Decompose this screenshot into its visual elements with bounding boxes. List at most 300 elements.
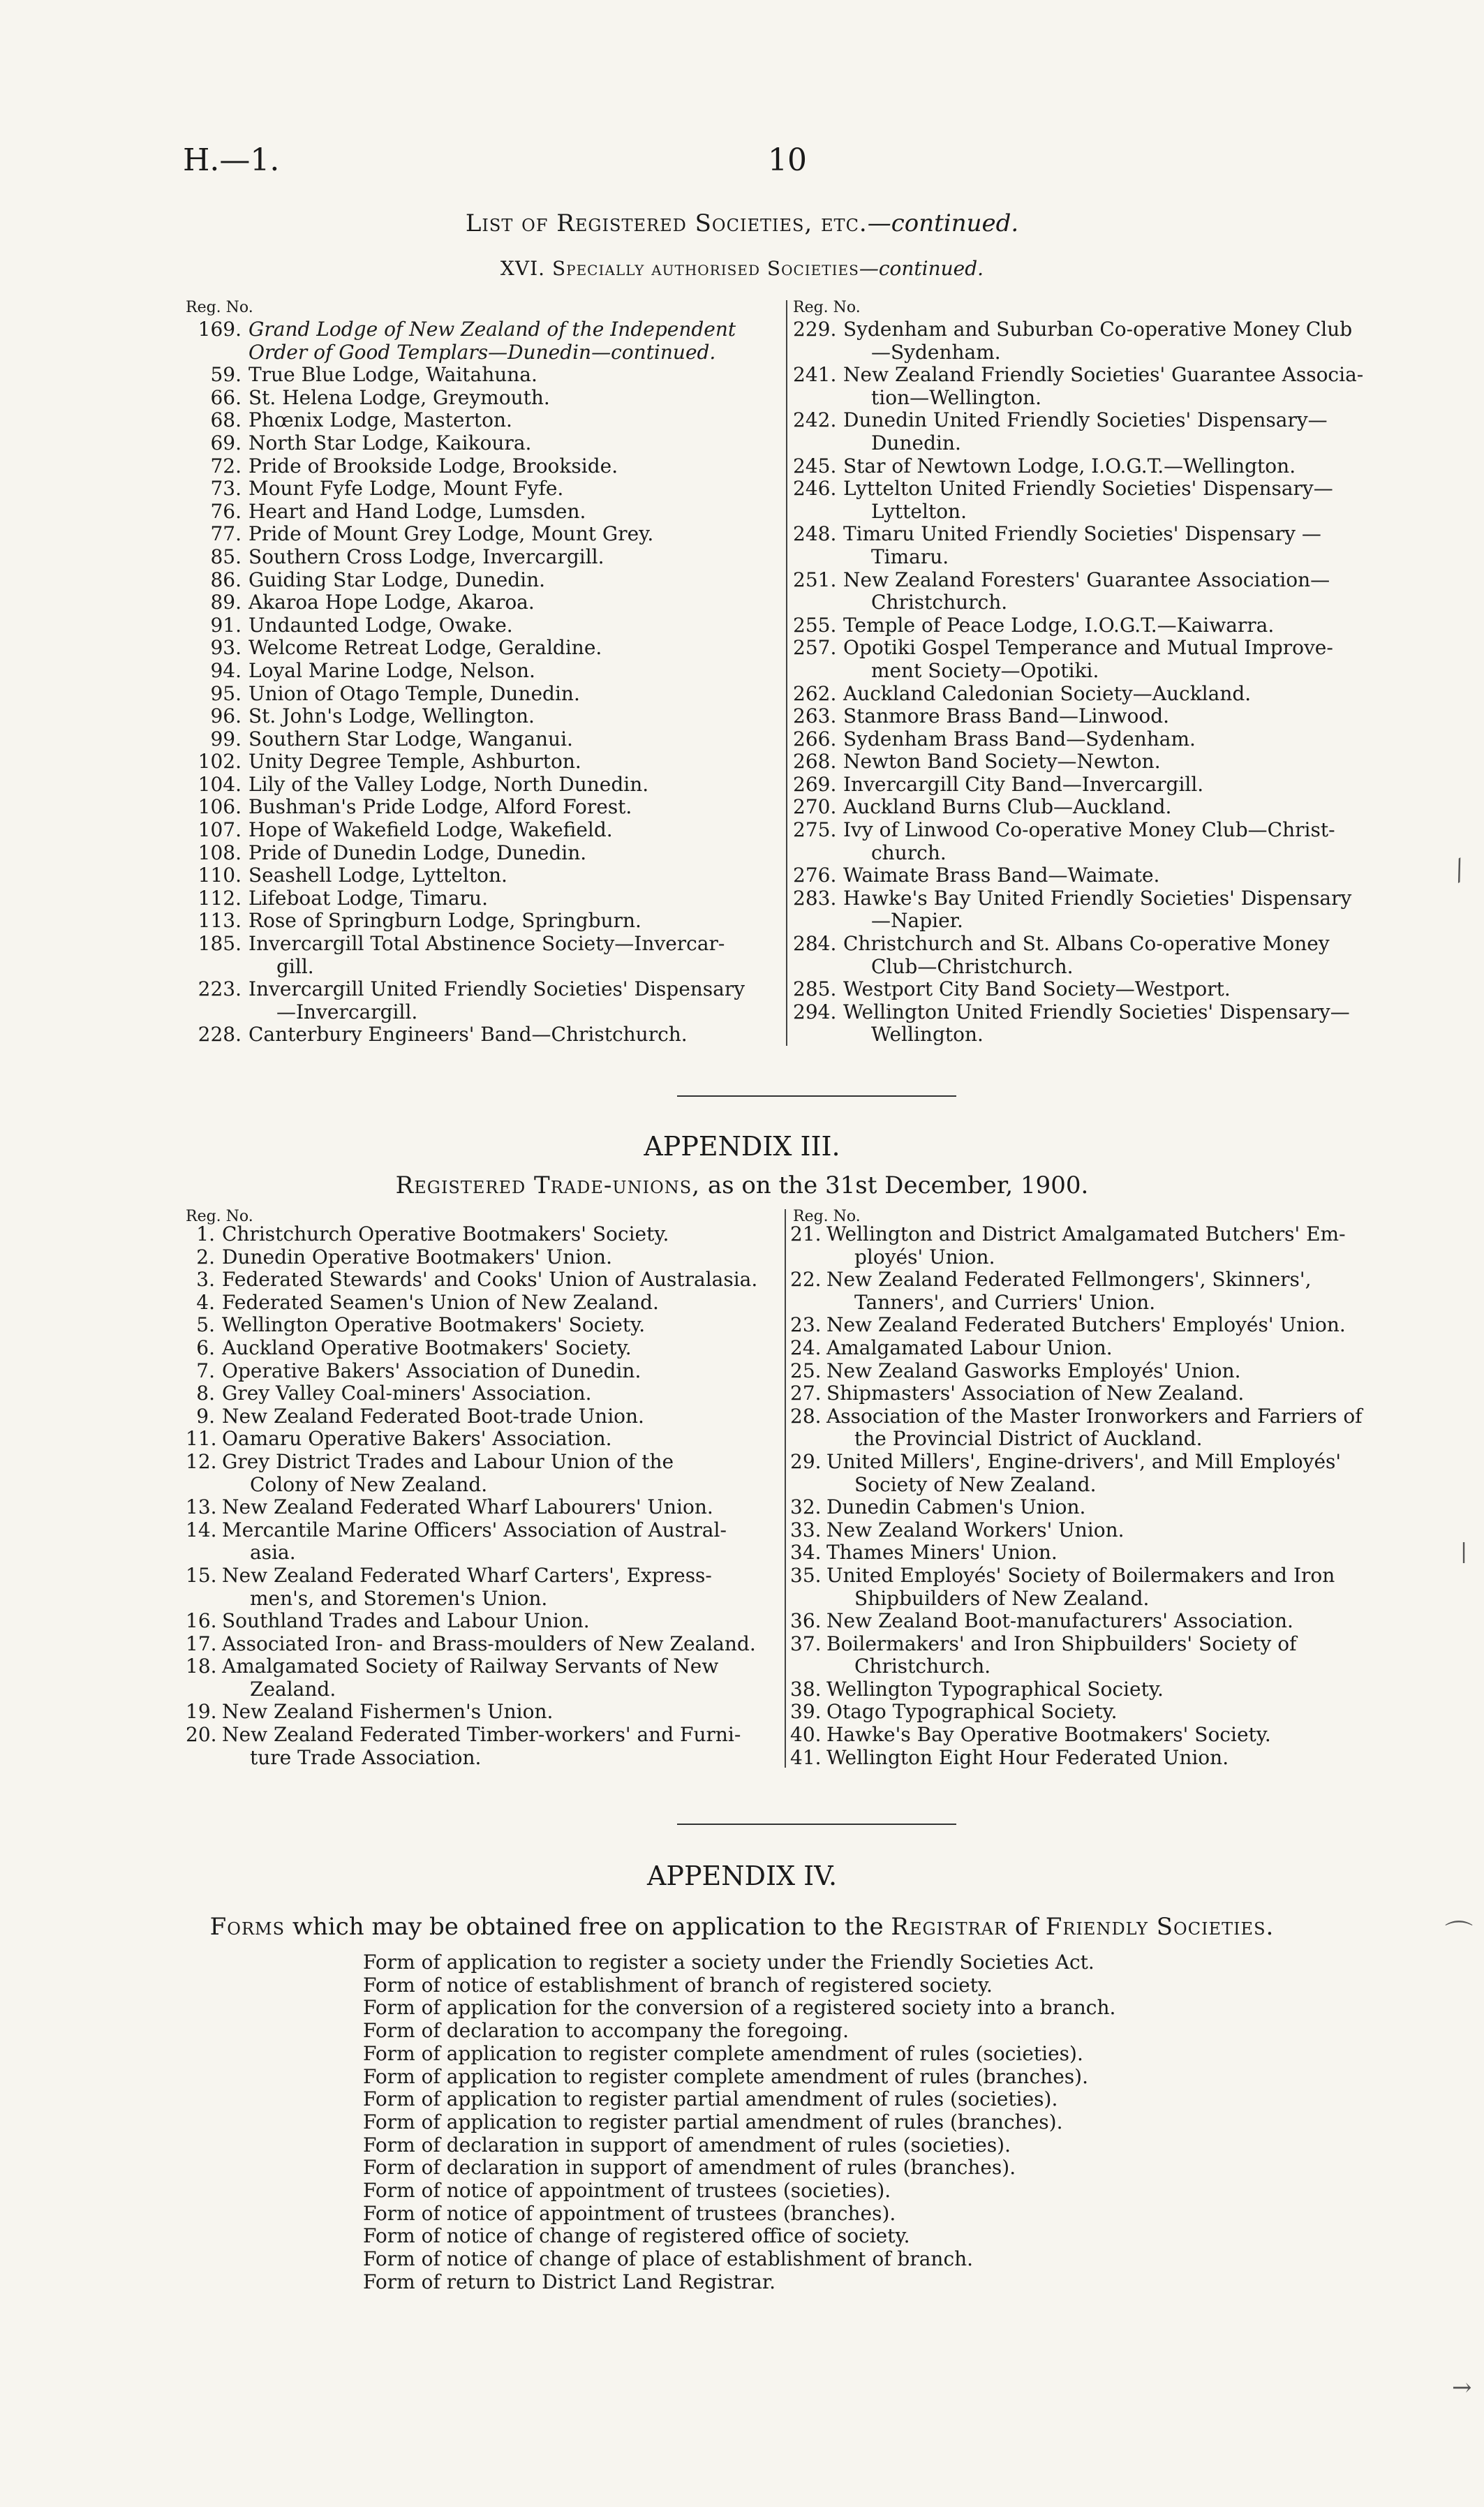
list-item (186, 1382, 779, 1405)
reg-number: 19. (186, 1700, 217, 1724)
reg-number: 27. (790, 1382, 822, 1405)
entry-line: tion—Wellington. (871, 385, 1042, 409)
reg-number: 241. (793, 363, 837, 387)
list-item (186, 1292, 779, 1315)
list-item (186, 614, 779, 637)
entry-line: Pride of Brookside Lodge, Brookside. (248, 454, 618, 478)
entry-line: Dunedin Cabmen's Union. (826, 1495, 1086, 1519)
entry-text (242, 933, 779, 978)
entry-text (215, 1519, 779, 1565)
form-item: Form of application to register complete amendment of rules (branches). (363, 2064, 1088, 2088)
reg-number: 110. (198, 864, 242, 887)
entry-line: Opotiki Gospel Temperance and Mutual Improve- (843, 636, 1333, 660)
entry-line: Hawke's Bay United Friendly Societies' Dispensary (843, 886, 1352, 910)
entry-line: New Zealand Foresters' Guarantee Association— (843, 568, 1330, 591)
entry-line: New Zealand Fishermen's Union. (222, 1700, 554, 1724)
entry-line: New Zealand Workers' Union. (826, 1518, 1125, 1541)
entry-text (836, 478, 1393, 523)
intro-of: of (1014, 1913, 1038, 1941)
entry-line: asia. (250, 1541, 296, 1565)
list-item (186, 1633, 779, 1656)
list-item (793, 409, 1393, 454)
list-item (186, 1724, 779, 1769)
reg-no-label-left: Reg. No. (186, 299, 253, 316)
entry-text (242, 683, 779, 706)
list-item (186, 1405, 779, 1428)
entry-line: Shipbuilders of New Zealand. (854, 1586, 1150, 1610)
list-item (790, 1269, 1393, 1314)
entry-line: Dunedin. (871, 431, 961, 454)
reg-number: 107. (198, 818, 242, 842)
entry-line: Sydenham Brass Band—Sydenham. (843, 727, 1196, 750)
reg-number: 66. (210, 385, 242, 409)
entry-text (836, 318, 1393, 364)
list-item (793, 978, 1393, 1001)
list-item (793, 523, 1393, 568)
reg-no-label-left: Reg. No. (186, 1208, 253, 1225)
form-item: Form of notice of appointment of trustees (societies). (363, 2179, 891, 2203)
reg-number: 76. (210, 499, 242, 523)
entry-line: Oamaru Operative Bakers' Association. (222, 1427, 612, 1451)
reg-number: 34. (790, 1541, 822, 1565)
reg-number: 14. (186, 1518, 217, 1541)
entry-line: Christchurch Operative Bootmakers' Society. (222, 1222, 669, 1245)
appendix-3-subtitle (0, 1171, 1484, 1199)
list-item (793, 478, 1393, 523)
section-title (0, 257, 1484, 280)
reg-no-label-right: Reg. No. (793, 299, 861, 316)
entry-line: Federated Stewards' and Cooks' Union of Australasia. (222, 1268, 758, 1292)
entry-text (242, 546, 779, 569)
pencil-mark-icon: → (1452, 2374, 1472, 2402)
entry-text (242, 591, 779, 614)
entry-line: Association of the Master Ironworkers and Farriers of (826, 1404, 1363, 1428)
section-divider (677, 1824, 956, 1825)
form-item: Form of application for the conversion of a registered society into a branch. (363, 1996, 1116, 2020)
entry-text (836, 728, 1393, 751)
reg-number: 93. (210, 636, 242, 660)
reg-number: 89. (210, 591, 242, 614)
entry-text (242, 864, 779, 887)
entry-line: Wellington Typographical Society. (826, 1677, 1164, 1701)
intro-registrar: Registrar (891, 1913, 1008, 1941)
entry-line: Invercargill City Band—Invercargill. (843, 772, 1204, 796)
reg-number: 69. (210, 431, 242, 454)
list-item (186, 796, 779, 819)
list-item (176, 978, 779, 1023)
list-item (176, 1023, 779, 1047)
entry-line: Auckland Caledonian Society—Auckland. (843, 681, 1252, 705)
list-item (186, 705, 779, 728)
entry-text (819, 1678, 1393, 1701)
entry-text (242, 387, 779, 410)
entry-text (819, 1451, 1393, 1496)
entry-text (242, 660, 779, 683)
entry-line: Waimate Brass Band—Waimate. (843, 864, 1160, 887)
reg-number: 17. (186, 1632, 217, 1655)
list-item (793, 819, 1393, 864)
reg-number: 8. (196, 1382, 215, 1405)
entry-line: Club—Christchurch. (871, 954, 1074, 978)
reg-number: 102. (198, 750, 242, 774)
forms-list (363, 1951, 1115, 2294)
reg-number: 285. (793, 977, 837, 1001)
entry-line: Newton Band Society—Newton. (843, 750, 1161, 774)
trade-unions-right-column (790, 1223, 1393, 1769)
entry-text (242, 569, 779, 592)
entry-line: Invercargill United Friendly Societies' Dispensary (248, 977, 745, 1001)
reg-number: 242. (793, 408, 837, 432)
entry-line: Star of Newtown Lodge, I.O.G.T.—Wellington. (843, 454, 1296, 478)
list-item (186, 501, 779, 524)
reg-number: 32. (790, 1495, 822, 1519)
list-title (0, 209, 1484, 237)
reg-number: 257. (793, 636, 837, 660)
entry-text (215, 1360, 779, 1383)
form-item: Form of application to register a society under the Friendly Societies Act. (363, 1951, 1095, 1974)
list-item (790, 1223, 1393, 1269)
entry-line: Grey Valley Coal-miners' Association. (222, 1382, 592, 1405)
list-item (793, 364, 1393, 409)
entry-line: Southland Trades and Labour Union. (222, 1609, 590, 1633)
reg-number: 37. (790, 1632, 822, 1655)
reg-number: 169. (198, 318, 242, 341)
list-item (790, 1360, 1393, 1383)
entry-text (819, 1633, 1393, 1678)
appendix-3-subtitle-caps: Registered Trade-unions, (395, 1171, 700, 1199)
entry-text (819, 1269, 1393, 1314)
list-item (793, 569, 1393, 614)
entry-line: Colony of New Zealand. (250, 1472, 488, 1496)
entry-line: Bushman's Pride Lodge, Alford Forest. (248, 795, 632, 819)
form-item: Form of notice of appointment of trustees (branches). (363, 2201, 896, 2225)
entry-line: Southern Star Lodge, Wanganui. (248, 727, 573, 750)
entry-text (836, 1001, 1393, 1047)
entry-text (242, 842, 779, 865)
list-item (790, 1405, 1393, 1451)
reg-number: 112. (198, 886, 242, 910)
entry-text (242, 1023, 779, 1047)
list-item (793, 637, 1393, 682)
entry-line: United Millers', Engine-drivers', and Mill Employés' (826, 1449, 1342, 1473)
list-item (186, 569, 779, 592)
entry-line: True Blue Lodge, Waitahuna. (248, 363, 537, 387)
list-item (793, 728, 1393, 751)
reg-number: 275. (793, 818, 837, 842)
list-item (790, 1382, 1393, 1405)
entry-line: Undaunted Lodge, Owake. (248, 613, 513, 637)
entry-text (819, 1519, 1393, 1542)
entry-text (836, 796, 1393, 819)
entry-text (819, 1610, 1393, 1633)
entry-text (836, 523, 1393, 568)
entry-line: Boilermakers' and Iron Shipbuilders' Society of (826, 1632, 1297, 1655)
reg-number: 229. (793, 318, 837, 341)
section-title-main: XVI. Specially authorised Societies (500, 257, 859, 280)
entry-line: Dunedin United Friendly Societies' Dispensary— (843, 408, 1328, 432)
societies-right-column (793, 318, 1393, 1047)
entry-line: ture Trade Association. (250, 1745, 482, 1769)
list-item (186, 1314, 779, 1337)
form-item: Form of notice of establishment of branch of registered society. (363, 1973, 993, 1997)
entry-text (215, 1701, 779, 1724)
reg-number: 40. (790, 1723, 822, 1747)
reg-number: 39. (790, 1700, 822, 1724)
entry-text (215, 1451, 779, 1496)
reg-number: 15. (186, 1563, 217, 1587)
list-item (186, 523, 779, 546)
list-item (186, 409, 779, 432)
entry-line: Timaru. (871, 545, 949, 568)
reg-number: 263. (793, 704, 837, 728)
entry-line: Tanners', and Curriers' Union. (854, 1290, 1156, 1314)
entry-text (819, 1223, 1393, 1269)
reg-number: 185. (198, 932, 242, 956)
list-item (186, 546, 779, 569)
entry-text (215, 1314, 779, 1337)
entry-line: Amalgamated Labour Union. (826, 1336, 1113, 1359)
reg-number: 68. (210, 408, 242, 432)
list-item (790, 1337, 1393, 1360)
entry-line: Amalgamated Society of Railway Servants of New (222, 1655, 719, 1678)
list-item (790, 1541, 1393, 1565)
list-item (793, 796, 1393, 819)
list-item (793, 455, 1393, 478)
reg-number: 35. (790, 1563, 822, 1587)
entry-line: Pride of Dunedin Lodge, Dunedin. (248, 841, 587, 864)
list-item (186, 728, 779, 751)
entry-text (215, 1565, 779, 1610)
entry-text (242, 478, 779, 501)
list-item (186, 660, 779, 683)
entry-line: Grey District Trades and Labour Union of the (222, 1449, 674, 1473)
list-item (186, 887, 779, 910)
entry-text (836, 933, 1393, 978)
list-item (186, 1451, 779, 1496)
entry-line: Wellington Operative Bootmakers' Society. (222, 1313, 646, 1337)
entry-text (242, 728, 779, 751)
entry-text (819, 1360, 1393, 1383)
reg-number: 33. (790, 1518, 822, 1541)
reg-number: 5. (196, 1313, 215, 1337)
form-item: Form of declaration in support of amendment of rules (branches). (363, 2156, 1016, 2180)
list-item (793, 1001, 1393, 1047)
list-item (186, 387, 779, 410)
entry-text (242, 364, 779, 387)
reg-number: 266. (793, 727, 837, 750)
entry-text (242, 501, 779, 524)
entry-line: Stanmore Brass Band—Linwood. (843, 704, 1170, 728)
entry-text (242, 455, 779, 478)
reg-number: 113. (198, 909, 242, 933)
reg-number: 269. (793, 772, 837, 796)
entry-line: Union of Otago Temple, Dunedin. (248, 681, 580, 705)
list-item (790, 1747, 1393, 1770)
reg-number: 294. (793, 1000, 837, 1023)
entry-text (215, 1246, 779, 1269)
entry-text (819, 1565, 1393, 1610)
entry-text (836, 819, 1393, 864)
reg-number: 23. (790, 1313, 822, 1337)
entry-text (819, 1701, 1393, 1724)
reg-number: 38. (790, 1677, 822, 1701)
list-item (793, 614, 1393, 637)
list-item (790, 1519, 1393, 1542)
list-item (186, 774, 779, 797)
entry-text (242, 887, 779, 910)
reg-number: 96. (210, 704, 242, 728)
appendix-4-title: APPENDIX IV. (646, 1861, 838, 1891)
entry-line: Southern Cross Lodge, Invercargill. (248, 545, 604, 568)
reg-number: 13. (186, 1495, 217, 1519)
list-item (186, 1223, 779, 1246)
reg-number: 1. (196, 1222, 215, 1245)
entry-line: Christchurch. (871, 591, 1008, 614)
entry-text (215, 1428, 779, 1451)
list-item (186, 1519, 779, 1565)
entry-text (215, 1496, 779, 1519)
intro-forms: Forms (209, 1913, 285, 1941)
form-item: Form of notice of change of registered office of society. (363, 2224, 910, 2248)
entry-text (836, 864, 1393, 887)
list-title-main: List of Registered Societies, etc. (465, 209, 868, 237)
entry-line: Timaru United Friendly Societies' Dispensary — (843, 522, 1321, 546)
entry-text (819, 1382, 1393, 1405)
entry-line: Pride of Mount Grey Lodge, Mount Grey. (248, 522, 654, 546)
form-item: Form of application to register partial amendment of rules (societies). (363, 2087, 1058, 2111)
entry-line: Society of New Zealand. (854, 1472, 1097, 1496)
reg-number: 284. (793, 932, 837, 956)
entry-text (836, 637, 1393, 682)
reg-number: 248. (793, 522, 837, 546)
appendix-3-title: APPENDIX III. (644, 1131, 840, 1162)
list-item (186, 819, 779, 842)
entry-line: Welcome Retreat Lodge, Geraldine. (248, 636, 602, 660)
list-item (186, 1565, 779, 1610)
reg-number: 223. (198, 977, 242, 1001)
entry-text (215, 1610, 779, 1633)
entry-text (836, 569, 1393, 614)
entry-line: St. Helena Lodge, Greymouth. (248, 385, 550, 409)
list-item (186, 750, 779, 774)
entry-line: Dunedin Operative Bootmakers' Union. (222, 1245, 612, 1269)
entry-text (242, 409, 779, 432)
intro-text: which may be obtained free on application to the (292, 1913, 884, 1941)
entry-line: New Zealand Friendly Societies' Guarantee Associa- (843, 363, 1364, 387)
reg-number: 6. (196, 1336, 215, 1359)
column-rule (786, 300, 787, 1046)
list-item (186, 364, 779, 387)
entry-line: Hope of Wakefield Lodge, Wakefield. (248, 818, 613, 842)
entry-line: Wellington United Friendly Societies' Dispensary— (843, 1000, 1350, 1023)
list-item (176, 933, 779, 978)
list-item (793, 318, 1393, 364)
list-item (186, 842, 779, 865)
entry-line: Otago Typographical Society. (826, 1700, 1118, 1724)
list-item (790, 1633, 1393, 1678)
reg-number: 59. (210, 363, 242, 387)
list-item (186, 1701, 779, 1724)
entry-text (836, 887, 1393, 933)
form-item: Form of application to register complete amendment of rules (societies). (363, 2041, 1083, 2065)
entry-text (242, 750, 779, 774)
societies-left-column (186, 318, 779, 1047)
entry-line: Canterbury Engineers' Band—Christchurch. (248, 1023, 688, 1047)
list-item (793, 705, 1393, 728)
entry-line: Lyttelton. (871, 499, 967, 523)
pencil-mark-icon: ⁄ (1449, 856, 1470, 887)
entry-line: Unity Degree Temple, Ashburton. (248, 750, 581, 774)
entry-text (242, 614, 779, 637)
reg-number: 85. (210, 545, 242, 568)
entry-line: Temple of Peace Lodge, I.O.G.T.—Kaiwarra. (843, 613, 1275, 637)
list-item (186, 1269, 779, 1292)
list-item (790, 1701, 1393, 1724)
entry-line: Invercargill Total Abstinence Society—Invercar- (248, 932, 725, 956)
reg-number: 86. (210, 568, 242, 591)
entry-line: Order of Good Templars—Dunedin—continued. (248, 340, 716, 364)
entry-text (819, 1337, 1393, 1360)
reg-number: 4. (196, 1290, 215, 1314)
entry-text (242, 318, 779, 364)
entry-text (215, 1724, 779, 1769)
entry-text (215, 1633, 779, 1656)
reg-number: 106. (198, 795, 242, 819)
entry-text (836, 750, 1393, 774)
entry-line: Wellington and District Amalgamated Butchers' Em- (826, 1222, 1346, 1245)
form-item: Form of declaration in support of amendment of rules (societies). (363, 2133, 1011, 2157)
reg-number: 9. (196, 1404, 215, 1428)
reg-number: 104. (198, 772, 242, 796)
entry-line: New Zealand Federated Fellmongers', Skinners', (826, 1268, 1312, 1292)
entry-text (819, 1496, 1393, 1519)
list-item (186, 1337, 779, 1360)
entry-text (836, 614, 1393, 637)
list-item (186, 637, 779, 660)
entry-line: Auckland Operative Bootmakers' Society. (222, 1336, 632, 1359)
list-title-continued: —continued. (867, 209, 1019, 237)
appendix-4-intro (0, 1913, 1484, 1941)
entry-text (819, 1314, 1393, 1337)
reg-number: 108. (198, 841, 242, 864)
list-item (793, 750, 1393, 774)
list-item (186, 432, 779, 455)
entry-line: Loyal Marine Lodge, Nelson. (248, 658, 535, 682)
list-item (186, 591, 779, 614)
entry-text (215, 1269, 779, 1292)
reg-number: 73. (210, 477, 242, 501)
reg-number: 41. (790, 1745, 822, 1769)
pencil-mark-icon: ⌒ (1445, 1919, 1473, 1951)
reg-number: 99. (210, 727, 242, 750)
entry-line: —Invercargill. (276, 1000, 418, 1023)
list-item (186, 1610, 779, 1633)
list-item (186, 318, 779, 364)
entry-text (215, 1382, 779, 1405)
entry-line: Shipmasters' Association of New Zealand. (826, 1382, 1245, 1405)
entry-text (242, 637, 779, 660)
list-item (186, 478, 779, 501)
entry-text (836, 455, 1393, 478)
entry-line: Ivy of Linwood Co-operative Money Club—Christ- (843, 818, 1335, 842)
reg-number: 36. (790, 1609, 822, 1633)
entry-line: Akaroa Hope Lodge, Akaroa. (248, 591, 535, 614)
reg-number: 228. (198, 1023, 242, 1047)
reg-number: 24. (790, 1336, 822, 1359)
form-item: Form of declaration to accompany the foregoing. (363, 2019, 849, 2043)
reg-number: 21. (790, 1222, 822, 1245)
reg-number: 268. (793, 750, 837, 774)
